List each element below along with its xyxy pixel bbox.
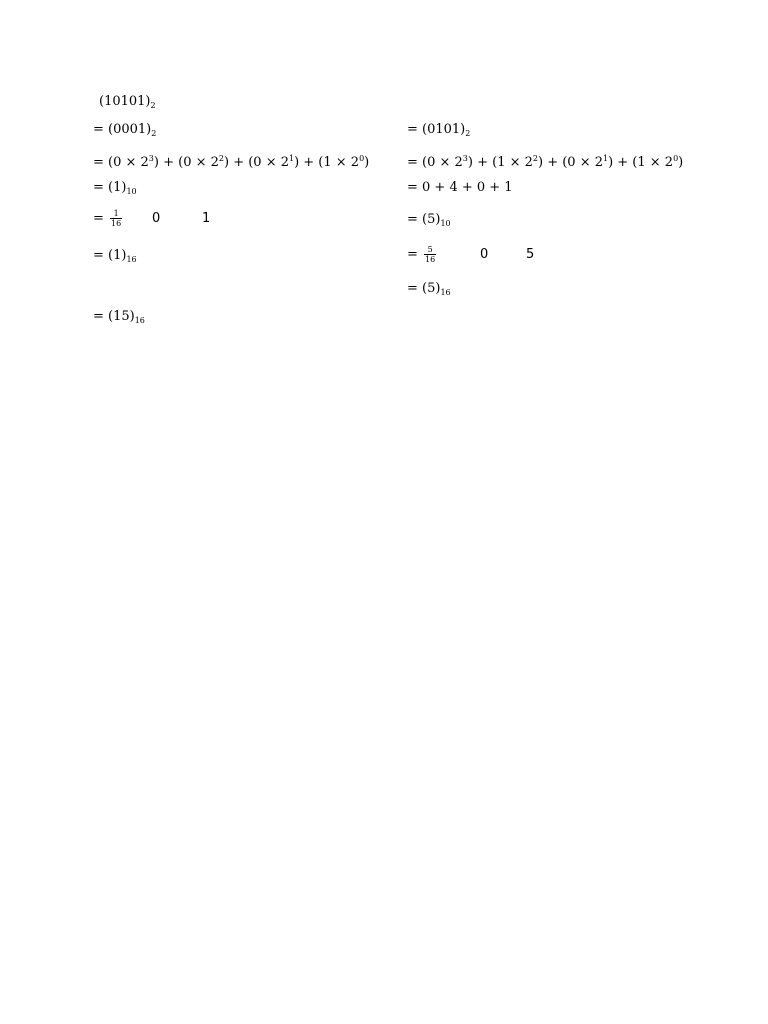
- left-fraction-denominator: 16: [111, 219, 122, 228]
- right-expansion-exp2: 2: [532, 154, 538, 163]
- left-group-binary: [93, 122, 156, 142]
- left-remainder: 1: [202, 211, 211, 226]
- right-expansion-exp3: 1: [602, 154, 609, 163]
- left-expansion-exp1: 3: [148, 154, 154, 163]
- left-quotient: 0: [152, 211, 161, 226]
- right-hex: [407, 281, 451, 301]
- right-expansion-exp4: 0: [673, 154, 679, 163]
- right-division-fraction: [424, 245, 436, 264]
- right-fraction-denominator: 16: [425, 255, 436, 264]
- right-sum: = 0 + 4 + 0 + 1: [407, 180, 513, 195]
- left-expansion-close: ): [364, 155, 370, 170]
- right-division-equals: =: [407, 247, 418, 262]
- right-expansion-term3: ) + (0 × 2: [537, 155, 603, 170]
- binary-number-base: 2: [150, 101, 156, 110]
- left-hex-value: = (1): [93, 248, 127, 263]
- left-division-fraction: [110, 209, 122, 228]
- final-hex-value: = (15): [93, 309, 135, 324]
- left-expansion-exp4: 0: [359, 154, 365, 163]
- left-expansion-term3: ) + (0 × 2: [223, 155, 289, 170]
- left-hex-base: 16: [126, 255, 137, 264]
- left-expansion: [93, 151, 369, 171]
- left-expansion-exp3: 1: [288, 154, 295, 163]
- left-division: [93, 209, 124, 229]
- left-expansion-term2: ) + (0 × 2: [153, 155, 219, 170]
- left-decimal-base: 10: [126, 187, 137, 196]
- left-group-binary-value: = (0001): [93, 122, 152, 137]
- right-expansion-term1: = (0 × 2: [407, 155, 463, 170]
- right-quotient: 0: [480, 247, 489, 262]
- right-expansion-term4: ) + (1 × 2: [608, 155, 674, 170]
- left-decimal-value: = (1): [93, 180, 127, 195]
- right-expansion-term2: ) + (1 × 2: [467, 155, 533, 170]
- right-decimal-base: 10: [440, 219, 451, 228]
- left-expansion-term4: ) + (1 × 2: [294, 155, 360, 170]
- left-hex: [93, 248, 137, 268]
- right-division: [407, 245, 438, 265]
- right-group-binary: [407, 122, 470, 142]
- right-decimal: [407, 212, 451, 232]
- left-expansion-exp2: 2: [218, 154, 224, 163]
- right-fraction-numerator: 5: [424, 245, 436, 255]
- left-fraction-numerator: 1: [110, 209, 122, 219]
- final-hex-result: [93, 309, 145, 329]
- right-expansion: [407, 151, 683, 171]
- left-division-equals: =: [93, 211, 104, 226]
- right-expansion-close: ): [678, 155, 684, 170]
- right-hex-value: = (5): [407, 281, 441, 296]
- binary-number-value: (10101): [99, 94, 151, 109]
- left-group-binary-base: 2: [151, 129, 157, 138]
- right-remainder: 5: [526, 247, 535, 262]
- right-group-binary-value: = (0101): [407, 122, 466, 137]
- right-decimal-value: = (5): [407, 212, 441, 227]
- final-hex-base: 16: [134, 316, 145, 325]
- right-expansion-exp1: 3: [462, 154, 468, 163]
- left-decimal: [93, 180, 137, 200]
- right-group-binary-base: 2: [465, 129, 471, 138]
- left-expansion-term1: = (0 × 2: [93, 155, 149, 170]
- right-hex-base: 16: [440, 288, 451, 297]
- binary-number: [99, 94, 156, 114]
